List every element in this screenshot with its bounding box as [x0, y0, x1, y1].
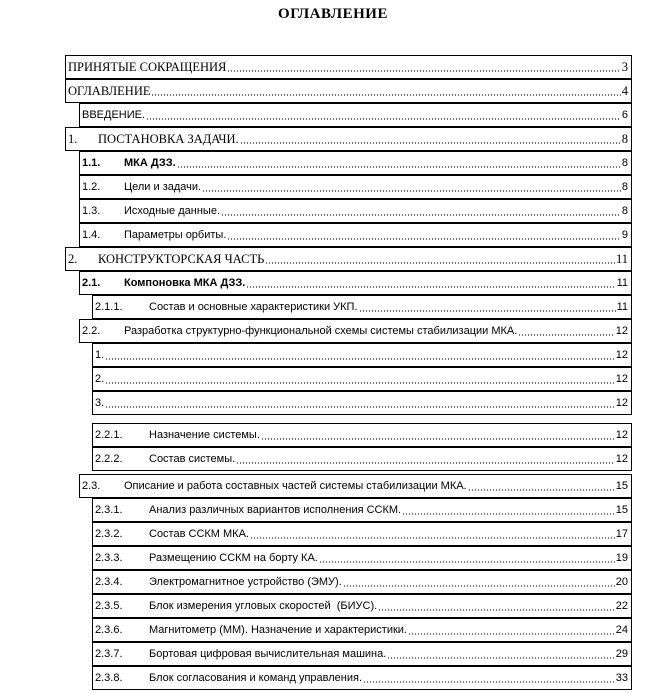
- toc-entry-number: 1.2.: [82, 181, 101, 193]
- toc-leader-dots: [105, 350, 615, 360]
- toc-entry-text: МКА ДЗЗ.: [124, 157, 176, 169]
- toc-entry-chapter-1[interactable]: [65, 127, 632, 151]
- toc-entry-subsection-2-2-2[interactable]: [92, 447, 632, 471]
- toc-entry-number: 3.: [95, 397, 105, 409]
- toc-entry-number: 2.1.1.: [95, 301, 123, 313]
- toc-page-number: 8: [621, 205, 628, 217]
- toc-leader-dots: [387, 649, 614, 659]
- toc-leader-dots: [202, 182, 621, 192]
- toc-entry-subsection-2-2-1[interactable]: [92, 423, 632, 447]
- toc-entry-subsection-2-3-5[interactable]: [92, 594, 632, 618]
- toc-entry-text: Назначение системы.: [149, 429, 260, 441]
- toc-entry-number: 2.2.2.: [95, 453, 123, 465]
- toc-leader-dots: [236, 454, 615, 464]
- toc-entry-empty-3[interactable]: [92, 391, 632, 415]
- toc-leader-dots: [240, 134, 621, 144]
- toc-leader-dots: [151, 86, 620, 96]
- toc-entry-text: ОГЛАВЛЕНИЕ: [68, 83, 151, 98]
- toc-entry-number: 2.3.5.: [95, 600, 123, 612]
- toc-entry-number: 2.: [68, 251, 78, 266]
- toc-entry-number: 2.2.: [82, 325, 101, 337]
- toc-page-number: 11: [615, 251, 628, 266]
- toc-page-number: 33: [615, 672, 628, 684]
- page-title: ОГЛАВЛЕНИЕ: [278, 6, 388, 22]
- toc-page-number: 15: [615, 504, 628, 516]
- toc-entry-section-1-4[interactable]: [79, 223, 632, 247]
- toc-entry-subsection-2-3-4[interactable]: [92, 570, 632, 594]
- toc-page-number: 24: [615, 624, 628, 636]
- toc-entry-text: ПОСТАНОВКА ЗАДАЧИ.: [98, 131, 239, 146]
- toc-leader-dots: [378, 601, 615, 611]
- toc-entry-number: 2.1.: [82, 277, 101, 289]
- toc-entry-number: 1.1.: [82, 157, 101, 169]
- toc-entry-section-1-2[interactable]: [79, 175, 632, 199]
- toc-page-number: 20: [615, 576, 628, 588]
- toc-entry-subsection-2-3-7[interactable]: [92, 642, 632, 666]
- toc-leader-dots: [146, 110, 621, 120]
- toc-entry-number: 2.3.2.: [95, 528, 123, 540]
- toc-entry-text: Блок измерения угловых скоростей (БИУС).: [149, 600, 378, 612]
- toc-leader-dots: [402, 505, 615, 515]
- toc-page-number: 19: [615, 552, 628, 564]
- toc-entry-number: 1.3.: [82, 205, 101, 217]
- toc-page-number: 11: [616, 277, 628, 289]
- toc-page-number: 12: [615, 453, 628, 465]
- toc-entry-text: Анализ различных вариантов исполнения ССКМ.: [149, 504, 402, 516]
- toc-leader-dots: [359, 302, 616, 312]
- toc-entry-section-2-2[interactable]: [79, 319, 632, 343]
- toc-page-number: 12: [615, 349, 628, 361]
- toc-entry-number: 1.: [95, 349, 105, 361]
- toc-entry-number: 2.3.6.: [95, 624, 123, 636]
- toc-entry-number: 2.2.1.: [95, 429, 123, 441]
- toc-entry-text: Состав системы.: [149, 453, 236, 465]
- toc-leader-dots: [363, 673, 615, 683]
- toc-entry-text: Блок согласования и команд управления.: [149, 672, 363, 684]
- toc-leader-dots: [105, 374, 615, 384]
- toc-leader-dots: [227, 230, 621, 240]
- toc-entry-number: 1.4.: [82, 229, 101, 241]
- toc-page-number: 17: [615, 528, 628, 540]
- toc-leader-dots: [343, 577, 615, 587]
- toc-entry-text: Цели и задачи.: [124, 181, 202, 193]
- toc-page-number: 3: [621, 59, 628, 74]
- toc-entry-subsection-2-3-2[interactable]: [92, 522, 632, 546]
- toc-page-number: 29: [615, 648, 628, 660]
- toc-entry-text: Исходные данные.: [124, 205, 220, 217]
- toc-entry-contents[interactable]: [65, 79, 632, 103]
- toc-page-number: 12: [615, 397, 628, 409]
- toc-leader-dots: [518, 326, 614, 336]
- toc-page-number: 22: [615, 600, 628, 612]
- toc-entry-text: Размещению ССКМ на борту КА.: [149, 552, 318, 564]
- toc-entry-number: 2.3.7.: [95, 648, 123, 660]
- toc-entry-text: ВВЕДЕНИЕ.: [82, 109, 146, 121]
- toc-leader-dots: [105, 398, 615, 408]
- toc-entry-subsection-2-3-1[interactable]: [92, 498, 632, 522]
- toc-leader-dots: [221, 206, 621, 216]
- toc-entry-number: 1.: [68, 131, 78, 146]
- toc-entry-text: Бортовая цифровая вычислительная машина.: [149, 648, 387, 660]
- toc-page-number: 12: [615, 429, 628, 441]
- toc-entry-empty-2[interactable]: [92, 367, 632, 391]
- toc-leader-dots: [177, 158, 621, 168]
- toc-leader-dots: [265, 254, 615, 264]
- toc-page-number: 8: [621, 131, 628, 146]
- toc-page-number: 6: [621, 109, 628, 121]
- toc-entry-text: КОНСТРУКТОРСКАЯ ЧАСТЬ: [98, 251, 265, 266]
- toc-entry-section-1-1[interactable]: [79, 151, 632, 175]
- toc-entry-introduction[interactable]: [79, 103, 632, 127]
- toc-leader-dots: [319, 553, 615, 563]
- toc-leader-dots: [250, 529, 615, 539]
- toc-entry-text: Магнитометр (ММ). Назначение и характеристики.: [149, 624, 407, 636]
- toc-entry-chapter-2[interactable]: [65, 247, 632, 271]
- toc-leader-dots: [246, 278, 615, 288]
- toc-page-number: 9: [621, 229, 628, 241]
- toc-entry-abbreviations[interactable]: [65, 55, 632, 79]
- toc-entry-section-1-3[interactable]: [79, 199, 632, 223]
- toc-entry-number: 2.3.4.: [95, 576, 123, 588]
- toc-entry-section-2-1[interactable]: [79, 271, 632, 295]
- toc-entry-subsection-2-3-8[interactable]: [92, 666, 632, 690]
- toc-page-number: 11: [616, 301, 628, 313]
- toc-entry-subsection-2-1-1[interactable]: [92, 295, 632, 319]
- toc-entry-text: Состав и основные характеристики УКП.: [149, 301, 358, 313]
- toc-entry-text: Состав ССКМ МКА.: [149, 528, 249, 540]
- toc-entry-text: Параметры орбиты.: [124, 229, 227, 241]
- toc-page-number: 8: [621, 181, 628, 193]
- toc-entry-subsection-2-3-6[interactable]: [92, 618, 632, 642]
- toc-entry-number: 2.3.1.: [95, 504, 123, 516]
- toc-entry-empty-1[interactable]: [92, 343, 632, 367]
- toc-entry-subsection-2-3-3[interactable]: [92, 546, 632, 570]
- toc-leader-dots: [261, 430, 615, 440]
- toc-page-number: 8: [621, 157, 628, 169]
- toc-page-number: 12: [615, 325, 628, 337]
- toc-page-number: 4: [621, 83, 628, 98]
- toc-entry-text: Компоновка МКА ДЗЗ.: [124, 277, 246, 289]
- toc-entry-text: Разработка структурно-функциональной схемы системы стабилизации МКА.: [124, 325, 518, 337]
- toc-entry-section-2-3[interactable]: [79, 474, 632, 498]
- toc-leader-dots: [408, 625, 615, 635]
- toc-entry-number: 2.3.3.: [95, 552, 123, 564]
- toc-page-number: 12: [615, 373, 628, 385]
- toc-entry-number: 2.3.: [82, 480, 101, 492]
- toc-entry-text: Описание и работа составных частей системы стабилизации МКА.: [124, 480, 467, 492]
- toc-leader-dots: [227, 62, 620, 72]
- toc-entry-text: ПРИНЯТЫЕ СОКРАЩЕНИЯ: [68, 59, 227, 74]
- toc-leader-dots: [468, 481, 615, 491]
- toc-entry-text: Электромагнитное устройство (ЭМУ).: [149, 576, 342, 588]
- toc-entry-number: 2.3.8.: [95, 672, 123, 684]
- toc-page-number: 15: [615, 480, 628, 492]
- toc-entry-number: 2.: [95, 373, 105, 385]
